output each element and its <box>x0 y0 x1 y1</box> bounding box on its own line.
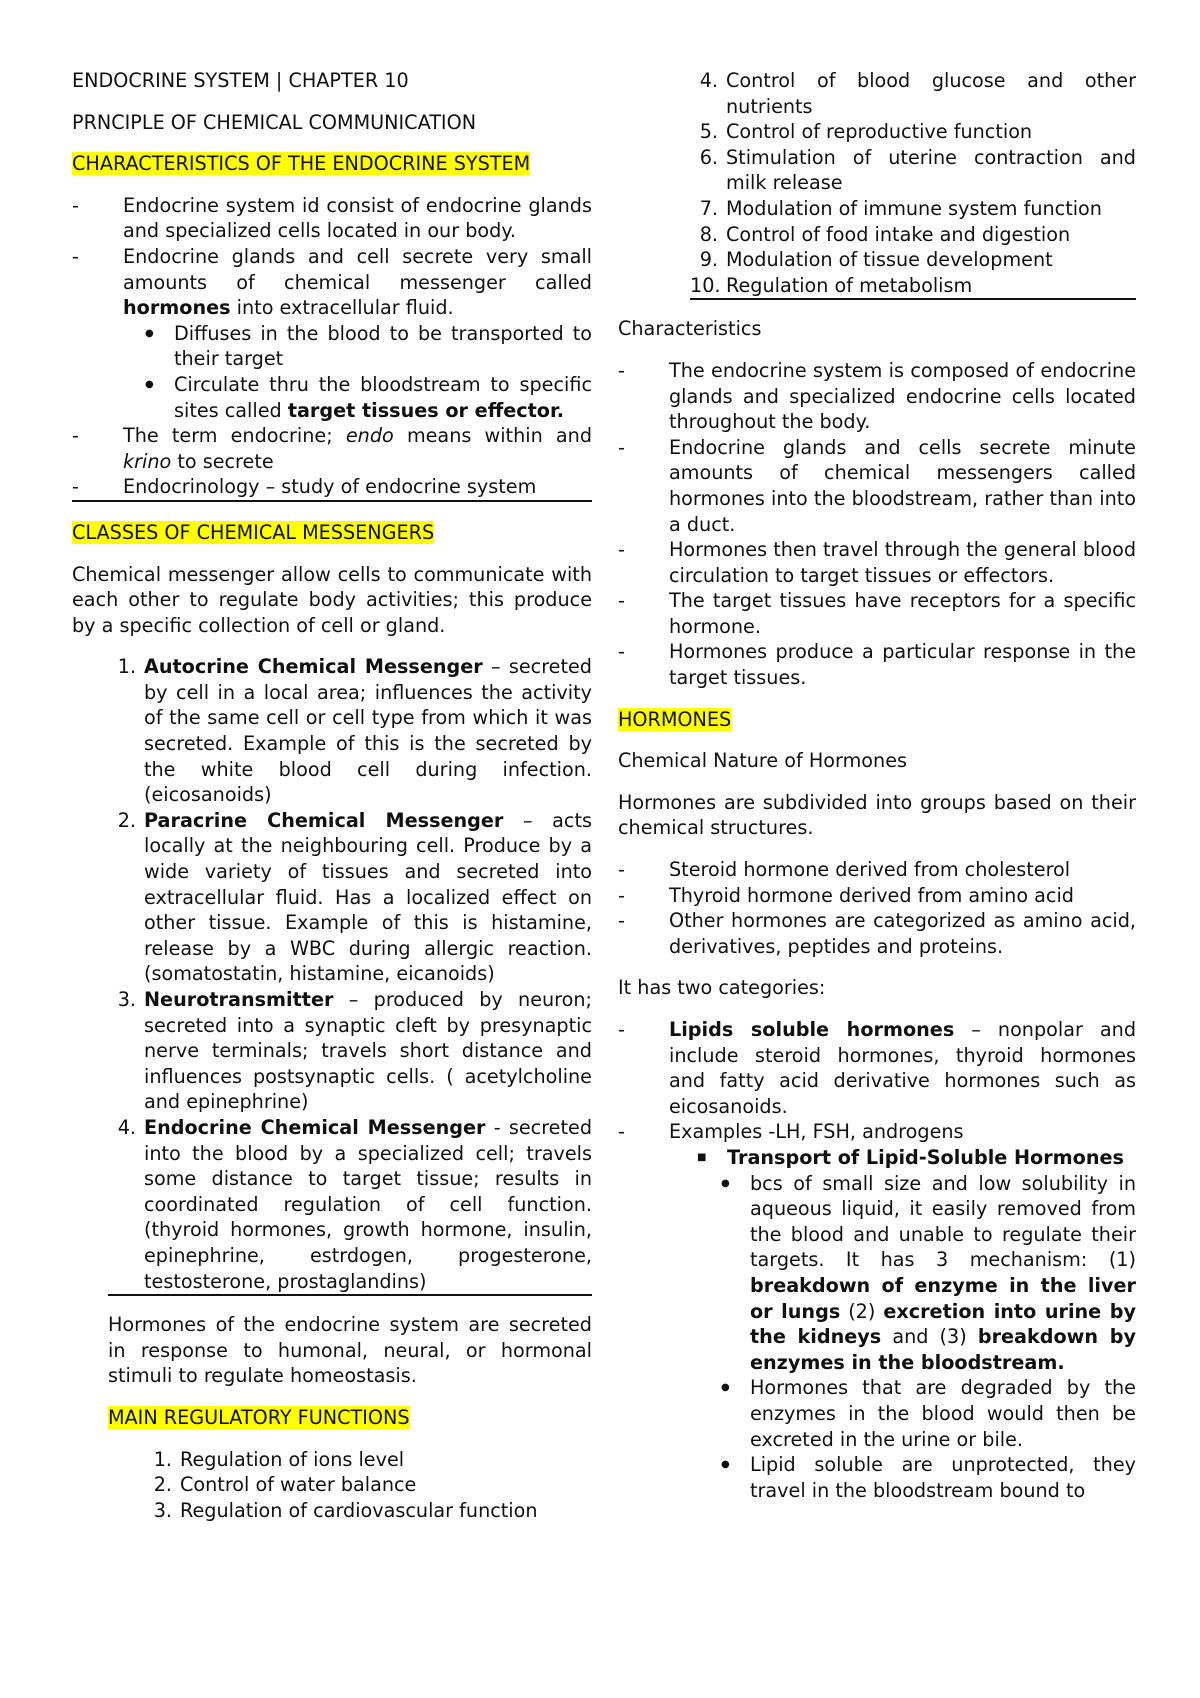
list-item: - Lipids soluble hormones – nonpolar and include steroid hormones, thyroid hormones and fatty acid derivative hormones such as eicosanoids. <box>618 1017 1136 1119</box>
function-item: 2. Control of water balance <box>153 1473 417 1497</box>
document-title: ENDOCRINE SYSTEM | CHAPTER 10 <box>72 69 409 92</box>
class-item: 4. Endocrine Chemical Messenger - secreted into the blood by a specialized cell; travels some distance to target tissue; results in coordinated regulation of cell function. (thyroid hormones, growth hormone, insulin, epinephrine, estrdogen, progesterone, testosterone, prostaglandins) <box>117 1115 592 1293</box>
highlight: CHARACTERISTICS OF THE ENDOCRINE SYSTEM <box>72 152 531 176</box>
classes-list <box>108 654 592 1296</box>
chemical-nature-heading: Chemical Nature of Hormones <box>618 749 907 773</box>
sub-list <box>123 321 592 423</box>
transport-list <box>669 1145 1136 1503</box>
functions-continued-list <box>690 68 1136 300</box>
characteristics-subheading: Characteristics <box>618 317 762 341</box>
function-item: 10. Regulation of metabolism <box>690 273 973 297</box>
highlight: HORMONES <box>618 707 732 731</box>
function-item: 3. Regulation of cardiovascular function <box>153 1498 538 1522</box>
transport-details-list <box>669 1171 1136 1504</box>
function-item: 8. Control of food intake and digestion <box>699 222 1071 246</box>
characteristics-heading <box>72 151 592 177</box>
characteristics-list <box>72 193 592 502</box>
two-categories-text: It has two categories: <box>618 976 826 1000</box>
function-item: 7. Modulation of immune system function <box>699 196 1102 220</box>
sub-list-item: ● Diffuses in the blood to be transported to their target <box>123 321 592 372</box>
hormone-groups-list <box>618 857 1136 959</box>
function-item: 6. Stimulation of uterine contraction and milk release <box>699 145 1136 195</box>
list-item: - Hormones produce a particular response in the target tissues. <box>618 639 1136 690</box>
list-item: - The term endocrine; endo means within and krino to secrete <box>72 423 592 474</box>
class-item: 3. Neurotransmitter – produced by neuron; secreted into a synaptic cleft by presynaptic nerve terminals; travels short distance and influences postsynaptic cells. ( acetylcholine and epinephrine) <box>117 988 592 1114</box>
class-item: 2. Paracrine Chemical Messenger – acts locally at the neighbouring cell. Produce by a wide variety of tissues and secreted into extracellular fluid. Has a localized effect on other tissue. Example of this is histamine, release by a WBC during allergic reaction. (somatostatin, histamine, eicanoids) <box>117 808 592 986</box>
right-column <box>618 68 1136 1503</box>
classes-heading <box>72 520 592 546</box>
classes-intro: Chemical messenger allow cells to communicate with each other to regulate body activities; this produce by a specific collection of cell or gland. <box>72 562 592 637</box>
list-item: - Endocrine system id consist of endocrine glands and specialized cells located in our body. <box>72 193 592 244</box>
detail-item: ● Lipid soluble are unprotected, they travel in the bloodstream bound to <box>699 1452 1136 1503</box>
hormones-heading <box>618 707 1136 733</box>
highlight: CLASSES OF CHEMICAL MESSENGERS <box>72 520 435 544</box>
detail-item: ● bcs of small size and low solubility in aqueous liquid, it easily removed from the blood and unable to regulate their targets. It has 3 mechanism: (1) breakdown of enzyme in the liver or lungs (2) excretion into urine by the kidneys and (3) breakdown by enzymes in the bloodstream. <box>699 1171 1136 1376</box>
list-item: - Endocrinology – study of endocrine system <box>72 474 592 500</box>
list-item: - Other hormones are categorized as amino acid, derivatives, peptides and proteins. <box>618 908 1136 959</box>
list-item: - The endocrine system is composed of endocrine glands and specialized endocrine cells located throughout the body. <box>618 358 1136 435</box>
main-functions-heading <box>108 1405 592 1431</box>
list-item: - The target tissues have receptors for a specific hormone. <box>618 588 1136 639</box>
class-item: 1. Autocrine Chemical Messenger – secreted by cell in a local area; influences the activity of the same cell or cell type from which it was secreted. Example of this is the secreted by the white blood cell during infection. (eicosanoids) <box>117 655 592 807</box>
function-item: 1. Regulation of ions level <box>153 1447 405 1471</box>
transport-item: ■ Transport of Lipid-Soluble Hormones ● bcs of small size and low solubility in aqueous liquid, it easily removed from the blood and unable to regulate their targets. It has 3 mechanism: (1) breakdown of enzyme in the liver or lungs (2) excretion into urine by the kidneys and (3) breakdown by enzymes in the bloodstream. ● Hormones that are degraded by the enzymes in the blood would then be excreted in the urine or bile. ● Lipid soluble are unprotected, they travel in the bloodstream bound to <box>669 1145 1136 1503</box>
characteristics-list <box>618 358 1136 691</box>
categories-list <box>618 1017 1136 1503</box>
list-item: - Endocrine glands and cells secrete minute amounts of chemical messengers called hormones into the bloodstream, rather than into a duct. <box>618 435 1136 537</box>
hormones-stimuli-text: Hormones of the endocrine system are secreted in response to humonal, neural, or hormonal stimuli to regulate homeostasis. <box>108 1313 592 1388</box>
function-item: 9. Modulation of tissue development <box>699 248 1053 272</box>
list-item: - Endocrine glands and cell secrete very small amounts of chemical messenger called hormones into extracellular fluid. ● Diffuses in the blood to be transported to their target ● Circulate thru the bloodstream to specific sites called target tissues or effector. <box>72 244 592 423</box>
sub-list-item: ● Circulate thru the bloodstream to specific sites called target tissues or effector. <box>123 372 592 423</box>
list-item: - Hormones then travel through the general blood circulation to target tissues or effectors. <box>618 537 1136 588</box>
detail-item: ● Hormones that are degraded by the enzymes in the blood would then be excreted in the urine or bile. <box>699 1375 1136 1452</box>
main-functions-list <box>144 1447 592 1524</box>
document-subtitle: PRNCIPLE OF CHEMICAL COMMUNICATION <box>72 110 477 134</box>
highlight: MAIN REGULATORY FUNCTIONS <box>108 1405 410 1429</box>
list-item: - Examples -LH, FSH, androgens ■ Transport of Lipid-Soluble Hormones ● bcs of small size and low solubility in aqueous liquid, it easily removed from the blood and unable to regulate their targets. It has 3 mechanism: (1) breakdown of enzyme in the liver or lungs (2) excretion into urine by the kidneys and (3) breakdown by enzymes in the bloodstream. ● Hormones that are degraded by the enzymes in the blood would then be excreted in the urine or bile. ● Lipid soluble are unprotected, they travel in the bloodstream bound to <box>618 1119 1136 1503</box>
subdivided-text: Hormones are subdivided into groups based on their chemical structures. <box>618 790 1136 840</box>
list-item: - Steroid hormone derived from cholesterol <box>618 857 1136 883</box>
list-item: - Thyroid hormone derived from amino acid <box>618 883 1136 909</box>
function-item: 5. Control of reproductive function <box>699 120 1033 144</box>
function-item: 4. Control of blood glucose and other nutrients <box>699 69 1136 118</box>
left-column <box>72 68 592 1523</box>
